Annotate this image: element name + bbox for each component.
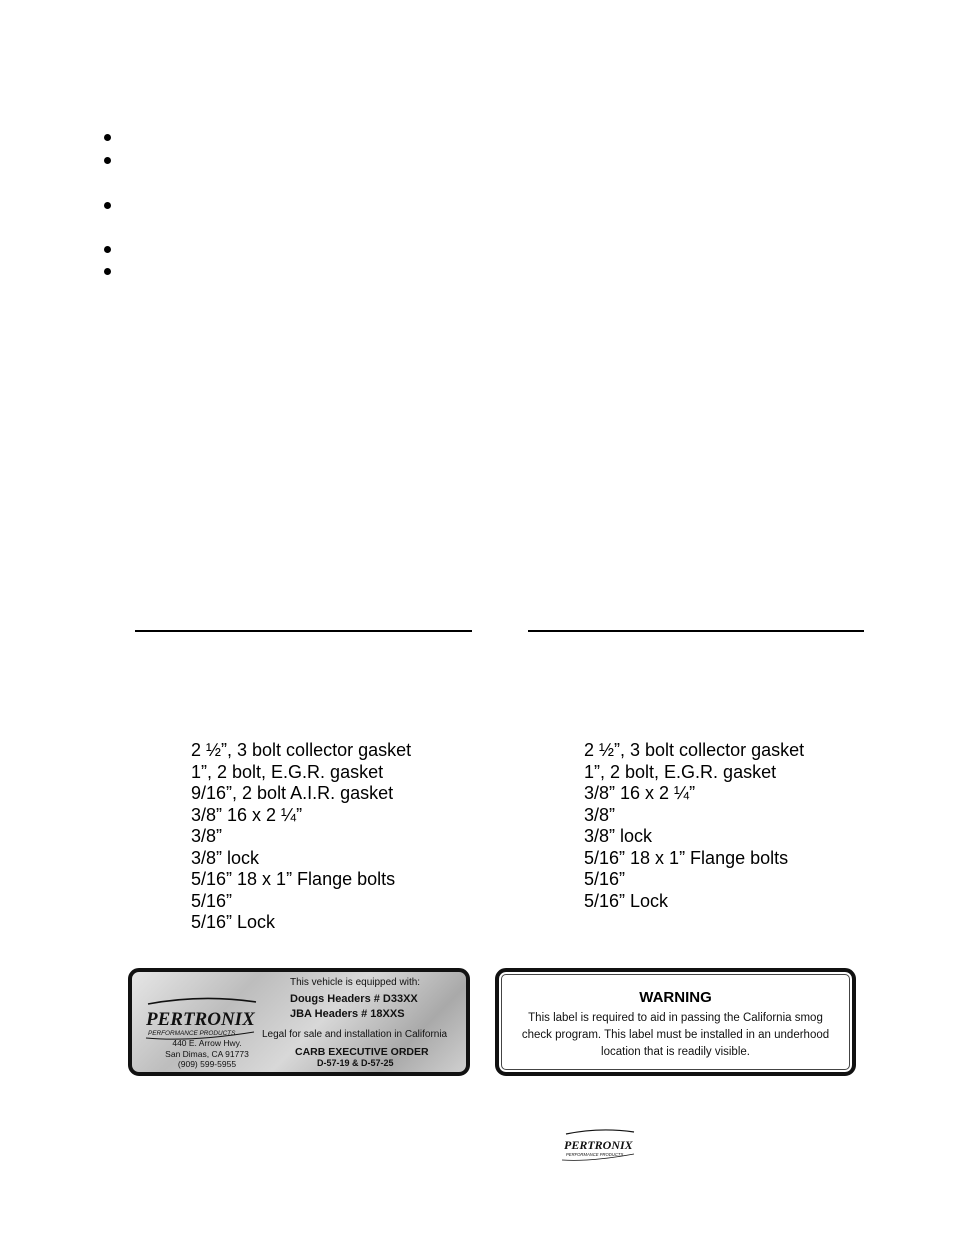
header-part-2: JBA Headers # 18XXS [290,1008,405,1020]
company-address [142,1038,272,1070]
phone-number: (909) 599-5955 [177,1059,237,1069]
warning-title: WARNING [639,989,712,1006]
list-item: 1”, 2 bolt, E.G.R. gasket [584,761,777,782]
order-numbers: D-57-19 & D-57-25 [317,1058,394,1068]
list-item: 3/8” [191,826,223,846]
list-item: 5/16” 18 x 1” Flange bolts [584,847,789,868]
left-parts-list [191,740,411,934]
address-line-2: San Dimas, CA 91773 [165,1048,249,1059]
bullet-marker [104,157,111,164]
bullet-marker [104,202,111,209]
list-item: 9/16”, 2 bolt A.I.R. gasket [191,783,394,803]
list-item: 3/8” lock [191,847,260,868]
list-item: 1”, 2 bolt, E.G.R. gasket [191,761,384,782]
left-section-rule [135,630,472,632]
address-line-1: 440 E. Arrow Hwy. [172,1038,242,1048]
right-section-rule [528,630,864,632]
logo-subtext: PERFORMANCE PRODUCTS [148,1030,236,1037]
logo-subtext: PERFORMANCE PRODUCTS [566,1152,624,1157]
list-item: 3/8” 16 x 2 ¼” [584,783,696,803]
bullet-marker [104,246,111,253]
list-item: 2 ½”, 3 bolt collector gasket [191,740,412,760]
right-parts-list [584,740,804,912]
bullet-marker [104,134,111,141]
footer-pertronix-logo [560,1128,638,1162]
pertronix-logo [142,996,262,1040]
carb-label [128,968,470,1076]
warning-label [495,968,856,1076]
logo-text: PERTRONIX [146,1009,255,1030]
list-item: 5/16” [191,890,233,911]
equipped-text: This vehicle is equipped with: [290,977,421,988]
legal-text: Legal for sale and installation in California [262,1029,448,1040]
list-item: 5/16” [584,869,626,889]
list-item: 5/16” 18 x 1” Flange bolts [191,869,396,889]
header-part-1: Dougs Headers # D33XX [290,993,418,1005]
list-item: 2 ½”, 3 bolt collector gasket [584,740,805,760]
list-item: 3/8” [584,804,616,825]
list-item: 5/16” Lock [584,890,669,911]
bullet-marker [104,268,111,275]
warning-body: This label is required to aid in passing the California smog check program. This label must be installed in an underhood location that is readily visible. [521,1012,830,1058]
logo-text: PERTRONIX [564,1138,633,1152]
order-title: CARB EXECUTIVE ORDER [295,1046,429,1058]
list-item: 3/8” lock [584,826,653,846]
list-item: 5/16” Lock [191,912,276,932]
list-item: 3/8” 16 x 2 ¼” [191,804,303,825]
